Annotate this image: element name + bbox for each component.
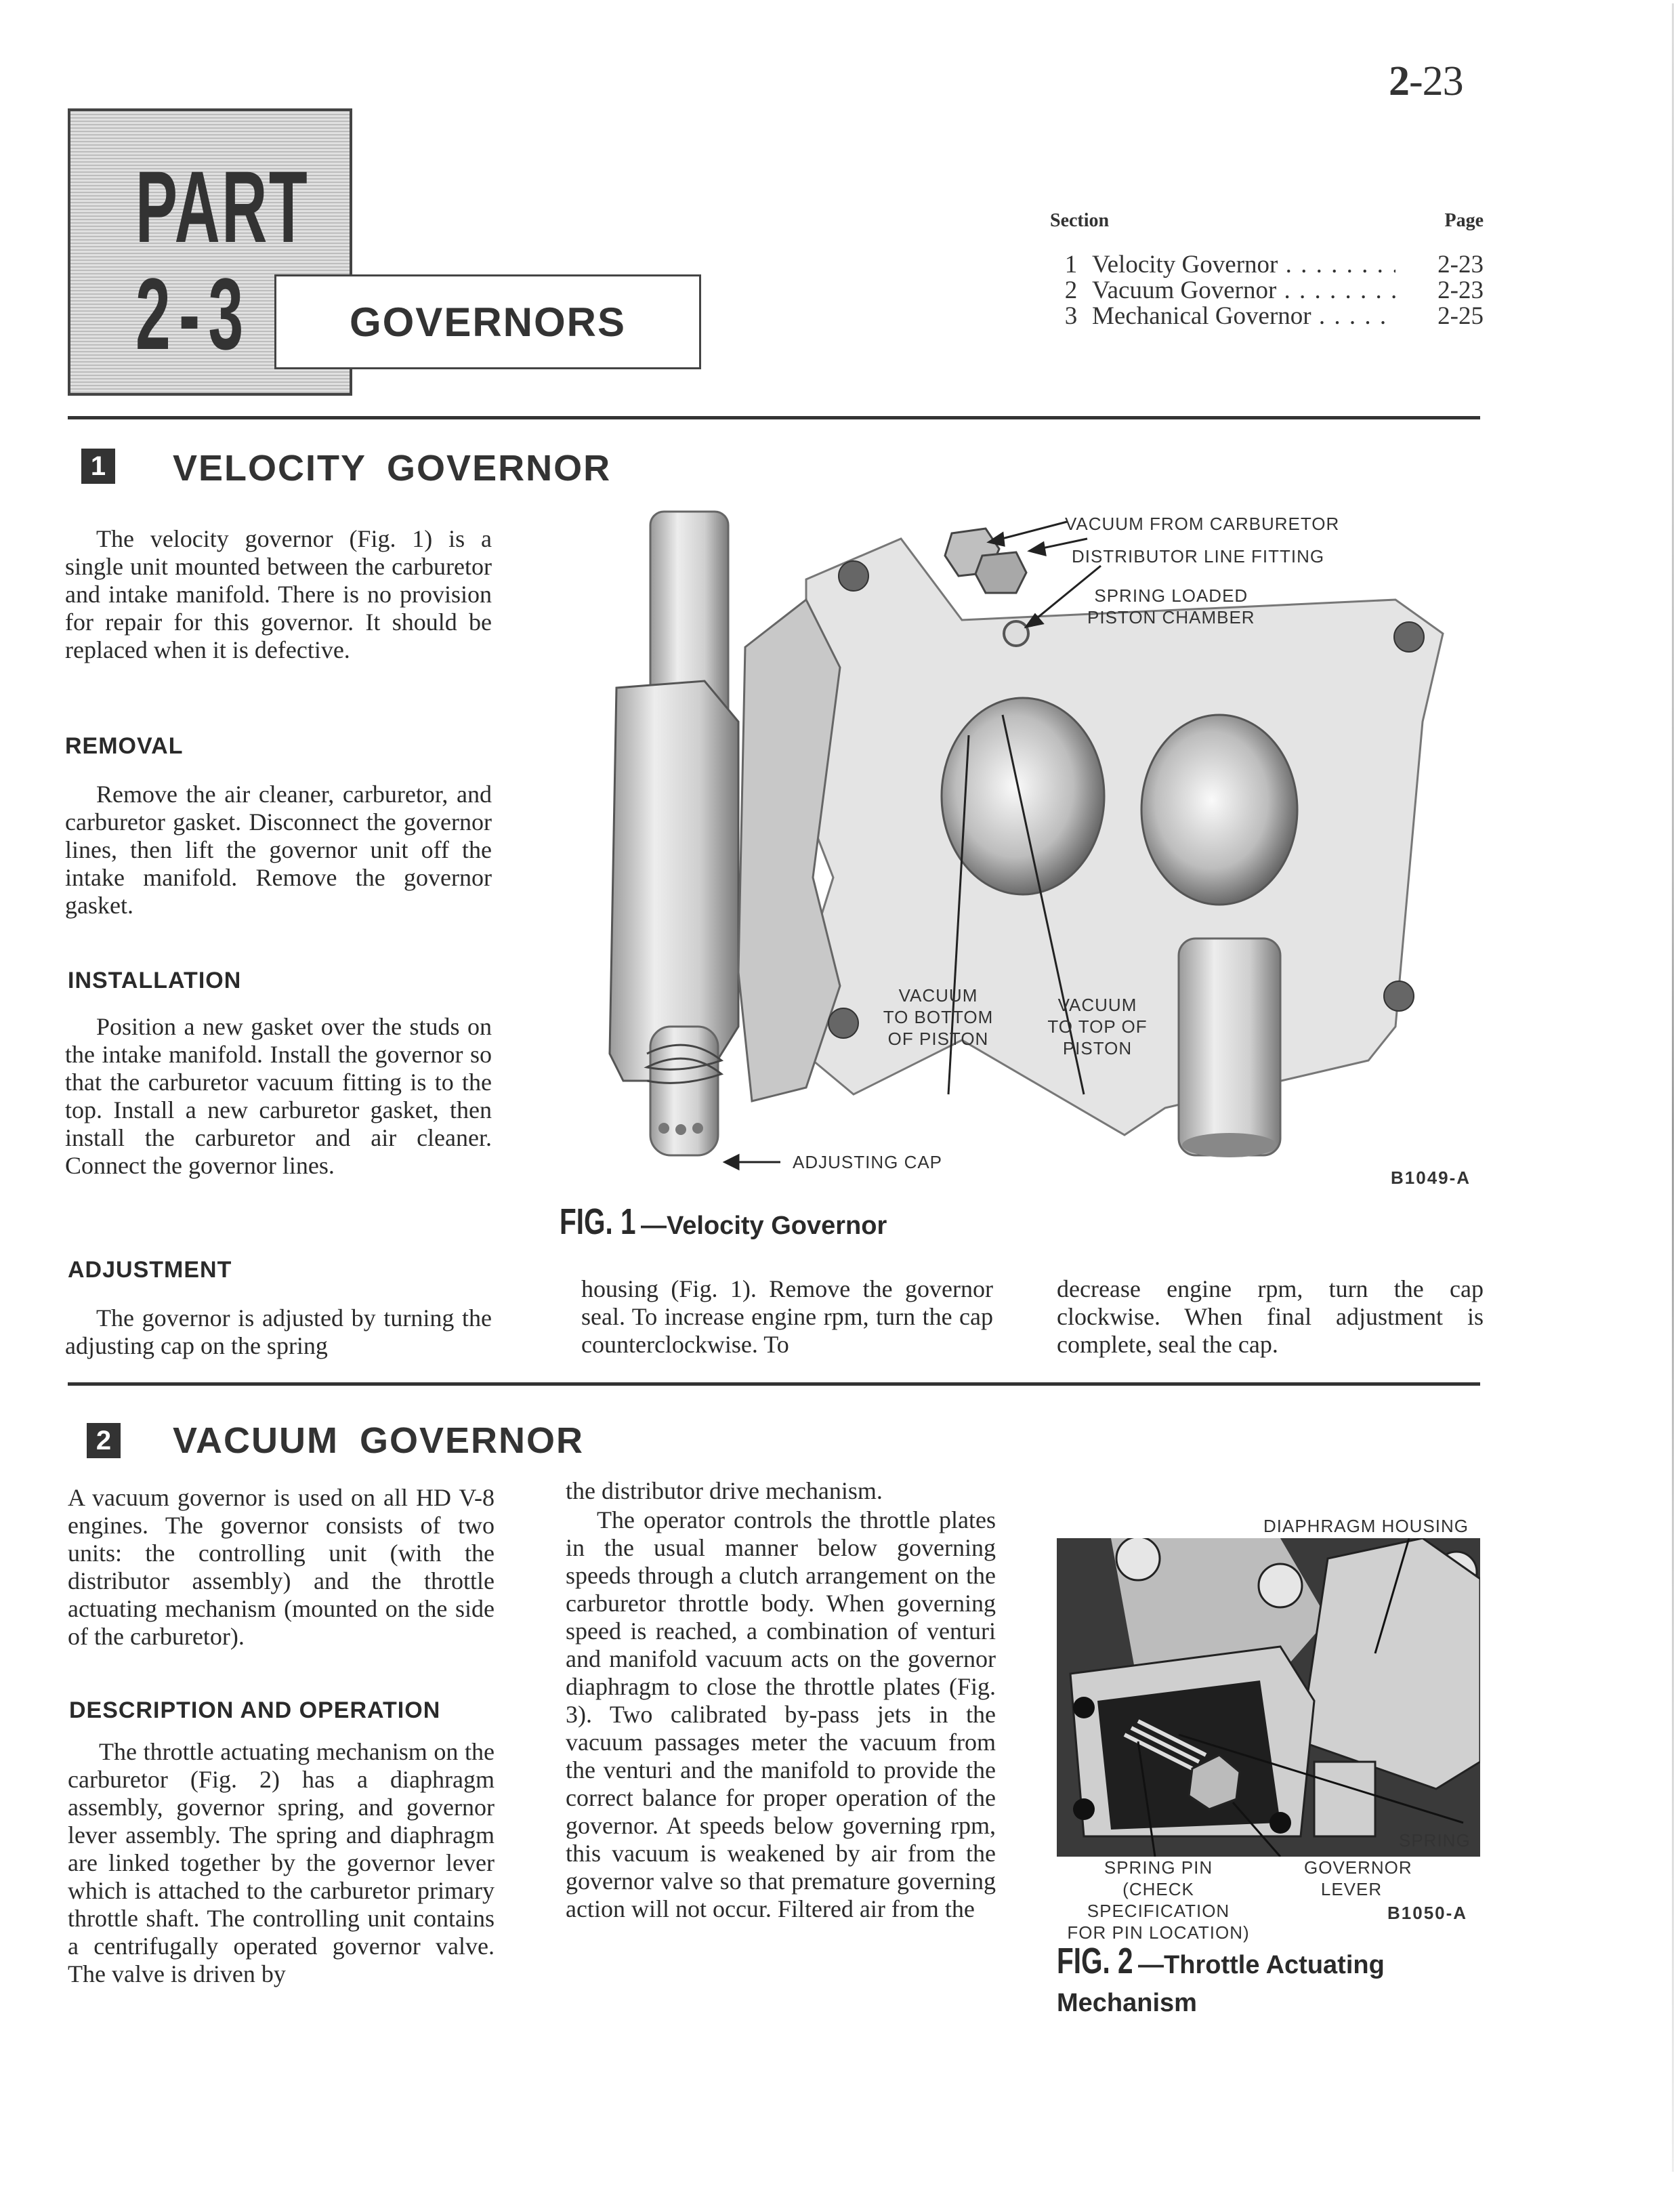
- adjustment-heading: ADJUSTMENT: [68, 1257, 232, 1283]
- removal-text: Remove the air cleaner, carburetor, and carburetor gasket. Disconnect the governor lines, then lift the governor unit off the intake manifold. Remove the governor gasket.: [65, 781, 492, 919]
- installation-text: Position a new gasket over the studs on the intake manifold. Install the governor so that the carburetor vacuum fitting is to the top. Install a new carburetor gasket, then install the carburetor and air cleaner. Connect the governor lines.: [65, 1013, 492, 1179]
- label-spring-pin: [1057, 1857, 1260, 1943]
- figure-1-number: FIG. 1: [560, 1201, 636, 1242]
- label-vacuum-from-carburetor: VACUUM FROM CARBURETOR: [1065, 514, 1340, 534]
- toc-page: 2-23: [1437, 276, 1484, 304]
- figure-2-id: B1050-A: [1387, 1903, 1468, 1923]
- section-index-header: [1050, 210, 1484, 232]
- page-edge-shadow: [1672, 3, 1674, 2172]
- label-distributor-line-fitting: DISTRIBUTOR LINE FITTING: [1072, 546, 1325, 566]
- label-line: TO BOTTOM: [883, 1007, 994, 1027]
- label-line: SPRING PIN: [1104, 1857, 1213, 1878]
- installation-heading: INSTALLATION: [68, 968, 242, 993]
- toc-row[interactable]: [1050, 278, 1484, 304]
- page-number-chapter: 2: [1389, 58, 1409, 104]
- label-line: LEVER: [1320, 1879, 1383, 1899]
- section-column-header: Section: [1050, 210, 1110, 231]
- figure-2-caption: [1057, 1941, 1490, 2025]
- adjustment-text-2: housing (Fig. 1). Remove the governor seal. To increase engine rpm, turn the cap counterclockwise. To: [581, 1275, 993, 1358]
- figure-2-number: FIG. 2: [1057, 1941, 1133, 1981]
- part-number: 2-3: [135, 257, 252, 371]
- toc-number: 2: [1064, 276, 1078, 304]
- section-divider: [68, 1382, 1480, 1386]
- label-line: SPRING LOADED: [1094, 585, 1248, 606]
- label-vacuum-to-top-of-piston: [1036, 994, 1158, 1059]
- toc-title: Velocity Governor . . .: [1092, 252, 1395, 278]
- label-line: VACUUM: [898, 985, 978, 1006]
- figure-2-title-line-2: Mechanism: [1057, 1989, 1197, 2017]
- description-heading: DESCRIPTION AND OPERATION: [69, 1697, 441, 1723]
- toc-row[interactable]: [1050, 252, 1484, 278]
- figure-1-title: —Velocity Governor: [641, 1212, 887, 1240]
- label-adjusting-cap: ADJUSTING CAP: [793, 1152, 943, 1172]
- throttle-mechanism-illustration: [1057, 1538, 1480, 1857]
- toc-row[interactable]: [1050, 304, 1484, 329]
- removal-heading: REMOVAL: [65, 733, 184, 759]
- figure-1-caption: [560, 1201, 887, 1243]
- toc-page: 2-23: [1437, 251, 1484, 278]
- adjustment-text-1: The governor is adjusted by turning the adjusting cap on the spring: [65, 1304, 492, 1359]
- figure-2-title-line-1: —Throttle Actuating: [1138, 1951, 1385, 1979]
- description-text: The throttle actuating mechanism on the carburetor (Fig. 2) has a diaphragm assembly, governor spring, and governor lever assembly. The spring and diaphragm are linked together by the governor lever which is attached to the carburetor primary throttle shaft. The controlling unit contains a centrifugally operated governor valve. The valve is driven by: [68, 1738, 495, 1987]
- label-line: GOVERNOR: [1304, 1857, 1412, 1878]
- toc-number: 1: [1064, 251, 1078, 278]
- label-spring-loaded-piston-chamber: [1087, 585, 1255, 628]
- toc-title: Mechanical Governor . . .: [1092, 304, 1395, 329]
- operation-text-1: the distributor drive mechanism.: [566, 1477, 883, 1504]
- figure-1-velocity-governor: [583, 498, 1490, 1189]
- section-2-badge: 2: [87, 1423, 121, 1458]
- label-line: PISTON CHAMBER: [1087, 607, 1255, 627]
- section-1-badge: 1: [81, 449, 115, 484]
- label-line: PISTON: [1062, 1038, 1133, 1058]
- toc-page: 2-25: [1437, 302, 1484, 330]
- label-line: VACUUM: [1057, 995, 1137, 1015]
- part-label: PART: [135, 150, 310, 264]
- figure-1-id: B1049-A: [1391, 1168, 1471, 1188]
- toc-number: 3: [1064, 302, 1078, 330]
- chapter-title: GOVERNORS: [349, 299, 627, 345]
- page-number: [1389, 58, 1463, 106]
- section-index: [1050, 210, 1484, 329]
- label-line: OF PISTON: [887, 1029, 989, 1049]
- label-spring: SPRING: [1399, 1830, 1471, 1851]
- toc-title: Vacuum Governor . . .: [1092, 278, 1395, 304]
- label-line: (CHECK SPECIFICATION: [1087, 1879, 1230, 1921]
- page-column-header: Page: [1444, 210, 1484, 231]
- section-2-title: VACUUM GOVERNOR: [173, 1420, 585, 1461]
- header-divider: [68, 416, 1480, 419]
- section-1-intro: The velocity governor (Fig. 1) is a single unit mounted between the carburetor and intake manifold. There is no provision for repair for this governor. It should be replaced when it is defective.: [65, 525, 492, 663]
- page-number-page: -23: [1409, 58, 1463, 104]
- label-governor-lever: [1304, 1857, 1412, 1900]
- label-line: TO TOP OF: [1047, 1016, 1148, 1037]
- chapter-title-box: [274, 274, 701, 369]
- label-diaphragm-housing: DIAPHRAGM HOUSING: [1263, 1516, 1469, 1536]
- figure-2-throttle-actuating-mechanism: [1057, 1538, 1480, 1857]
- section-1-title: VELOCITY GOVERNOR: [173, 448, 612, 489]
- velocity-governor-illustration: [583, 498, 1490, 1189]
- section-2-intro: A vacuum governor is used on all HD V-8 engines. The governor consists of two units: the controlling unit (with the distributor assembly) and the throttle actuating mechanism (mounted on the side of the carburetor).: [68, 1484, 495, 1650]
- label-line: FOR PIN LOCATION): [1067, 1922, 1250, 1943]
- label-vacuum-to-bottom-of-piston: [870, 985, 1006, 1050]
- operation-text-2: The operator controls the throttle plates in the usual manner below governing speeds through a clutch arrangement on the carburetor throttle body. When governing speed is reached, a combination of venturi and manifold vacuum acts on the governor diaphragm to close the throttle plates (Fig. 3). Two calibrated by-pass jets in the vacuum passages meter the vacuum from the venturi and the manifold to provide the correct balance for proper operation of the governor. At speeds below governing rpm, this vacuum is weakened by air from the governor valve so that premature governing action will not occur. Filtered air from the: [566, 1506, 996, 1922]
- adjustment-text-3: decrease engine rpm, turn the cap clockwise. When final adjustment is complete, seal the cap.: [1057, 1275, 1484, 1358]
